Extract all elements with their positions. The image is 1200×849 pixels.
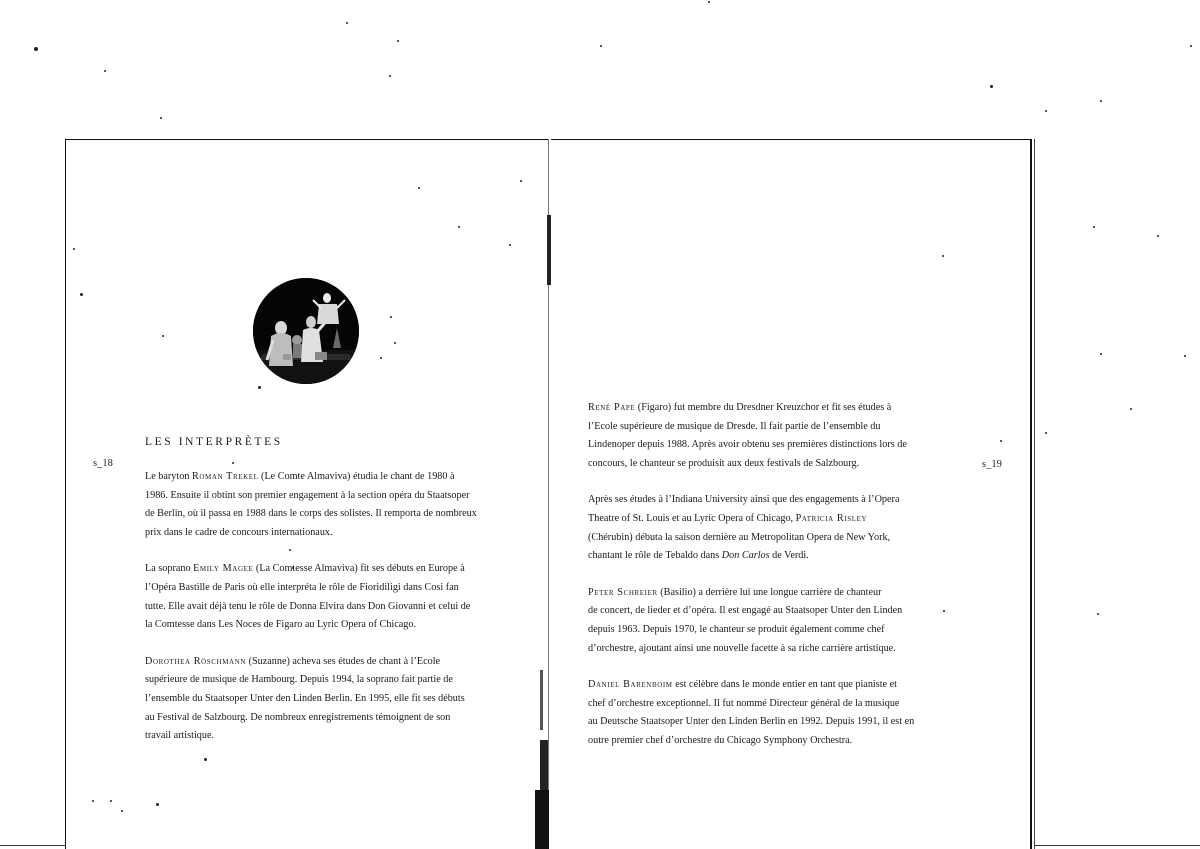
dust-speck bbox=[380, 357, 382, 359]
text-line bbox=[588, 621, 958, 640]
dust-speck bbox=[92, 800, 94, 802]
dust-speck bbox=[162, 335, 164, 337]
text-run: au Festival de Salzbourg. De nombreux enregistrements témoignent de son bbox=[145, 711, 451, 723]
text-line bbox=[588, 510, 958, 529]
performer-name: Roman Trekel bbox=[191, 471, 259, 482]
section-heading: LES INTERPRÈTES bbox=[145, 436, 283, 448]
text-run: outre premier chef d’orchestre du Chicago Symphony Orchestra. bbox=[588, 734, 853, 746]
text-line bbox=[588, 529, 958, 548]
text-line bbox=[145, 487, 515, 506]
text-line bbox=[588, 547, 958, 566]
text-run: 1986. Ensuite il obtint son premier engagement à la section opéra du Staatsoper bbox=[145, 489, 470, 501]
work-title: Don Carlos bbox=[721, 550, 770, 562]
text-run: La soprano bbox=[145, 563, 194, 575]
text-line bbox=[145, 653, 515, 672]
page-border-right-outer bbox=[1034, 139, 1035, 849]
text-run: au Deutsche Staatsoper Unter den Linden Berlin en 1992. Depuis 1991, il est en bbox=[588, 716, 915, 728]
text-run: (Le Comte Almaviva) étudia le chant de 1980 à bbox=[258, 471, 455, 482]
performer-name: Daniel Barenboim bbox=[588, 679, 673, 691]
left-paragraph bbox=[145, 560, 515, 634]
dust-speck bbox=[232, 462, 234, 464]
text-run: l’ensemble du Staatsoper Unter den Linden Berlin. En 1995, elle fit ses débuts bbox=[145, 692, 465, 704]
page-border-right bbox=[1030, 139, 1032, 849]
text-line bbox=[588, 584, 958, 603]
page-edge-bottom-left bbox=[0, 845, 66, 846]
dust-speck bbox=[600, 45, 602, 47]
text-line bbox=[145, 560, 515, 579]
text-line bbox=[145, 505, 515, 524]
dust-speck bbox=[1045, 110, 1047, 112]
paragraph-gap bbox=[588, 566, 958, 584]
dust-speck bbox=[110, 800, 112, 802]
text-line bbox=[588, 640, 958, 659]
left-paragraph bbox=[145, 653, 515, 746]
dust-speck bbox=[104, 70, 106, 72]
dust-speck bbox=[204, 758, 207, 761]
dust-speck bbox=[394, 342, 396, 344]
dust-speck bbox=[160, 117, 162, 119]
dust-speck bbox=[80, 293, 83, 296]
dust-speck bbox=[1045, 432, 1047, 434]
left-paragraph bbox=[145, 468, 515, 542]
performer-name: Emily Magee bbox=[193, 563, 254, 575]
text-run: (Figaro) fut membre du Dresdner Kreuzchor et fit ses études à bbox=[635, 402, 892, 413]
dust-speck bbox=[73, 248, 75, 250]
text-line bbox=[145, 671, 515, 690]
left-page-text bbox=[145, 468, 515, 746]
dust-speck bbox=[258, 386, 261, 389]
dust-speck bbox=[346, 22, 348, 24]
text-run: Theatre of St. Louis et au Lyric Opera of Chicago, bbox=[588, 512, 796, 524]
text-line bbox=[145, 579, 515, 598]
performer-name: Dorothea Röschmann bbox=[145, 655, 247, 667]
performer-name: Peter Schreier bbox=[588, 586, 658, 598]
paragraph-gap bbox=[588, 473, 958, 491]
circular-stage-photo-icon bbox=[253, 278, 359, 384]
text-run: Après ses études à l’Indiana University ainsi que des engagements à l’Opera bbox=[588, 494, 900, 506]
text-line bbox=[145, 727, 515, 746]
dust-speck bbox=[390, 316, 392, 318]
page-border-left bbox=[65, 139, 66, 849]
text-run: prix dans le cadre de concours internationaux. bbox=[145, 526, 333, 538]
text-line bbox=[588, 455, 958, 474]
text-line bbox=[588, 418, 958, 437]
text-run: depuis 1963. Depuis 1970, le chanteur se produit également comme chef bbox=[588, 623, 885, 635]
performer-name: René Pape bbox=[588, 402, 636, 413]
gutter-shadow bbox=[535, 790, 549, 849]
dust-speck bbox=[1000, 440, 1002, 442]
dust-speck bbox=[1130, 408, 1132, 410]
text-run: de Berlin, où il passa en 1988 dans le corps des solistes. Il remporta de nombreux bbox=[145, 508, 477, 520]
page-number-right: s_19 bbox=[982, 459, 1002, 470]
dust-speck bbox=[418, 187, 420, 189]
dust-speck bbox=[708, 1, 710, 3]
text-run: chef d’orchestre exceptionnel. Il fut nommé Directeur général de la musique bbox=[588, 697, 900, 709]
text-run: chantant le rôle de Tebaldo dans bbox=[588, 550, 722, 562]
dust-speck bbox=[389, 75, 391, 77]
text-run: est célèbre dans le monde entier en tant que pianiste et bbox=[672, 679, 897, 691]
paragraph-gap bbox=[588, 658, 958, 676]
dust-speck bbox=[1190, 45, 1192, 47]
text-run: tutte. Elle avait déjà tenu le rôle de Donna Elvira dans Don Giovanni et celui de bbox=[145, 600, 471, 612]
dust-speck bbox=[1157, 235, 1159, 237]
right-page-text bbox=[588, 399, 958, 751]
text-line bbox=[588, 713, 958, 732]
dust-speck bbox=[1184, 355, 1186, 357]
performer-name: Patricia Risley bbox=[795, 512, 868, 524]
page-number-left: s_18 bbox=[93, 458, 113, 469]
paragraph-gap bbox=[145, 542, 515, 560]
text-run: d’orchestre, ajoutant ainsi une nouvelle facette à sa riche carrière artistique. bbox=[588, 642, 896, 654]
text-run: l’Opéra Bastille de Paris où elle interpréta le rôle de Fioridiligi dans Cosi fan bbox=[145, 581, 459, 593]
text-run: (Basilio) a derrière lui une longue carrière de chanteur bbox=[657, 586, 882, 598]
text-line bbox=[588, 676, 958, 695]
text-line bbox=[145, 524, 515, 543]
text-run: (Suzanne) acheva ses études de chant à l’Ecole bbox=[246, 655, 441, 667]
text-line bbox=[588, 695, 958, 714]
page-border-top-left bbox=[65, 139, 548, 140]
gutter-mark bbox=[540, 670, 543, 730]
dust-speck bbox=[458, 226, 460, 228]
dust-speck bbox=[990, 85, 993, 88]
text-line bbox=[145, 598, 515, 617]
gutter-shadow-upper bbox=[540, 740, 548, 790]
text-run: la Comtesse dans Les Noces de Figaro au Lyric Opera of Chicago. bbox=[145, 619, 417, 631]
dust-speck bbox=[942, 255, 944, 257]
text-line bbox=[588, 399, 958, 418]
paragraph-gap bbox=[145, 635, 515, 653]
page-edge-bottom-right bbox=[1035, 845, 1200, 846]
dust-speck bbox=[156, 803, 159, 806]
dust-speck bbox=[1097, 613, 1099, 615]
dust-speck bbox=[509, 244, 511, 246]
page-border-top-right bbox=[551, 139, 1031, 140]
text-line bbox=[588, 491, 958, 510]
text-line bbox=[145, 616, 515, 635]
text-run: l’Ecole supérieure de musique de Dresde. Il fait partie de l’ensemble du bbox=[588, 420, 881, 432]
right-paragraph bbox=[588, 676, 958, 750]
text-run: Le baryton bbox=[145, 471, 192, 482]
text-line bbox=[588, 436, 958, 455]
gutter-mark bbox=[547, 215, 551, 285]
dust-speck bbox=[397, 40, 399, 42]
dust-speck bbox=[1093, 226, 1095, 228]
text-line bbox=[588, 732, 958, 751]
text-run: Lindenoper depuis 1988. Après avoir obtenu ses premières distinctions lors de bbox=[588, 439, 907, 451]
right-paragraph bbox=[588, 399, 958, 473]
text-line bbox=[145, 709, 515, 728]
dust-speck bbox=[1100, 353, 1102, 355]
text-run: de Verdi. bbox=[769, 550, 809, 562]
text-run: supérieure de musique de Hambourg. Depuis 1994, la soprano fait partie de bbox=[145, 674, 453, 686]
text-line bbox=[145, 690, 515, 709]
dust-speck bbox=[1100, 100, 1102, 102]
text-line bbox=[145, 468, 515, 487]
right-paragraph bbox=[588, 584, 958, 658]
text-line bbox=[588, 602, 958, 621]
dust-speck bbox=[520, 180, 522, 182]
dust-speck bbox=[121, 810, 123, 812]
text-run: de concert, de lieder et d’opéra. Il est engagé au Staatsoper Unter den Linden bbox=[588, 605, 903, 617]
text-run: (La Comtesse Almaviva) fit ses débuts en Europe à bbox=[253, 563, 465, 575]
text-run: (Chérubin) débuta la saison dernière au Metropolitan Opera de New York, bbox=[588, 531, 891, 543]
dust-speck bbox=[34, 47, 38, 51]
text-run: travail artistique. bbox=[145, 730, 215, 742]
right-paragraph bbox=[588, 491, 958, 565]
text-run: concours, le chanteur se produisit aux deux festivals de Salzbourg. bbox=[588, 457, 860, 469]
